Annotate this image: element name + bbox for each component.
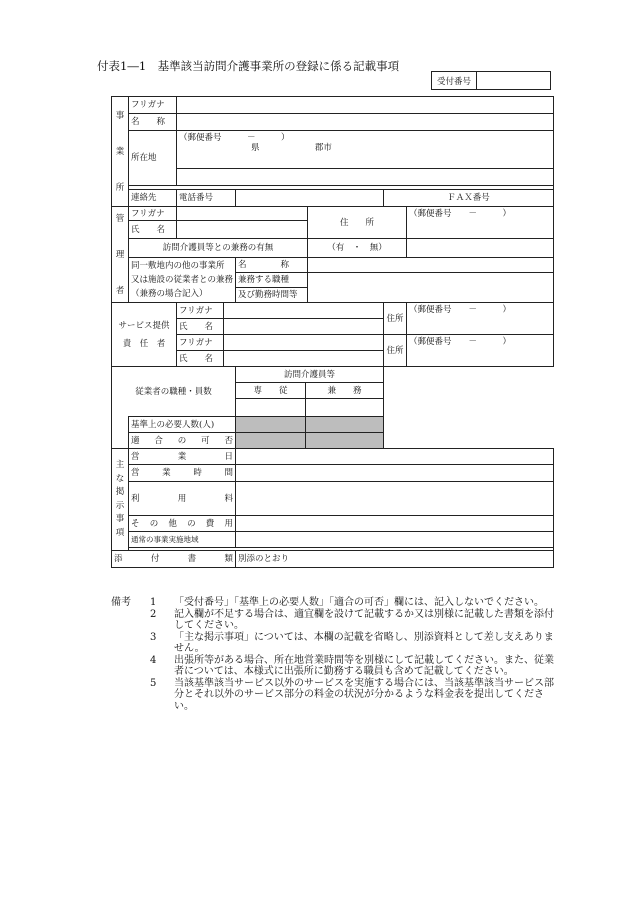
service-name-field-2[interactable] [224,351,384,367]
kanrisha-shokushu-label-1: 兼務する職種 [236,273,308,288]
staff-required-label: 基準上の必要人数(人) [129,417,236,433]
attachment-label: 添 付 書 類 [112,551,236,568]
staff-blank [384,367,554,449]
receipt-number-box [431,71,551,90]
staff-required-fulltime [236,417,306,433]
jigyosho-address-line2[interactable] [177,169,554,186]
staff-propriety-label: 適合の可否 [129,433,236,449]
kanrisha-meisho-label: 名 称 [236,258,308,273]
note-item: 3 「主な掲示事項」については、本欄の記載を省略し、別添資料として差し支えありません。 [150,631,554,654]
kanrisha-shokushu-field[interactable] [308,273,554,303]
posting-area-label: 通常の事業実施地域 [129,532,236,548]
kanrisha-address-field[interactable] [407,207,554,239]
posting-hours-label: 営業時間 [129,465,236,482]
service-furigana-field-1[interactable] [224,303,384,319]
jigyosho-phone-label: 電話番号 [177,190,236,207]
kanrisha-address-label: 住 所 [308,207,407,239]
jigyosho-furigana-label: フリガナ [129,97,177,114]
jigyosho-postal: （郵便番号 － ） [179,133,290,143]
jigyosho-side-label: 事 業 所 [112,97,129,207]
jigyosho-fax-label: ＦＡＸ番号 [384,190,554,207]
kanrisha-meisho-field[interactable] [308,258,554,273]
staff-fulltime-field[interactable] [236,399,306,417]
kanrisha-postal: （郵便番号 － ） [409,209,512,219]
note-item: 5 当該基準該当サービス以外のサービスを実施する場合には、当該基準該当サービス部分とそれ以外のサービス部分の料金の状況が分かるような料金表を提出してください。 [150,677,554,712]
service-postal-2: （郵便番号 － ） [409,337,512,347]
posting-other-fee-label: その他の費用 [129,516,236,532]
kanrisha-concurrent-value[interactable]: （有 ・ 無） [308,239,407,258]
posting-fee-label: 利 用 料 [129,482,236,516]
staff-label: 従業者の職種・員数 [112,367,236,417]
posting-days-field[interactable] [236,449,554,465]
receipt-number-field[interactable] [477,72,551,90]
kanrisha-side-label: 管 理 者 [112,207,129,303]
kanrisha-concurrent-label: 訪問介護員等との兼務の有無 [129,239,308,258]
notes-label: 備考 [111,597,131,608]
jigyosho-phone-field[interactable] [236,190,384,207]
staff-propriety-concurrent [306,433,384,449]
staff-header: 訪問介護員等 [236,367,384,383]
posting-fee-field[interactable] [236,482,554,516]
staff-propriety-fulltime [236,433,306,449]
service-name-label-2: 氏 名 [177,351,224,367]
service-furigana-label-2: フリガナ [177,335,224,351]
service-furigana-label-1: フリガナ [177,303,224,319]
kanrisha-furigana-label: フリガナ [129,207,177,221]
posting-days-label: 営 業 日 [129,449,236,465]
staff-concurrent-label: 兼 務 [306,383,384,399]
service-address-field-2[interactable] [407,335,554,367]
jigyosho-name-label: 名 称 [129,114,177,131]
kanrisha-name-label: 氏 名 [129,221,177,239]
posting-side-label: 主 な 掲 示 事 項 [112,449,129,551]
service-name-field-1[interactable] [224,319,384,335]
page-title: 付表1―1 基準該当訪問介護事業所の登録に係る記載事項 [97,59,400,73]
service-address-field-1[interactable] [407,303,554,335]
posting-other-fee-field[interactable] [236,516,554,532]
note-item: 備考 1 「受付番号」「基準上の必要人数」「適合の可否」欄には、記入しないでください。 [111,597,544,608]
notes-section [111,597,556,712]
service-postal-1: （郵便番号 － ） [409,305,512,315]
posting-area-field[interactable] [236,532,554,548]
note-item: 4 出張所等がある場合、所在地営業時間等を別様にして記載してください。また、従業者については、本様式に出張所に勤務する職員も含めて記載してください。 [150,654,554,677]
kanrisha-name-field[interactable] [177,221,308,239]
registration-form [111,96,554,568]
staff-required-concurrent [306,417,384,433]
service-name-label-1: 氏 名 [177,319,224,335]
kanrisha-furigana-field[interactable] [177,207,308,221]
kanrisha-other-jobs-label: 同一敷地内の他の事業所 又は施設の従業者との兼務 （兼務の場合記入） [129,258,236,303]
staff-left-margin [112,417,129,433]
attachment-value: 別添のとおり [236,551,554,568]
service-address-label-1: 住所 [384,303,407,335]
service-furigana-field-2[interactable] [224,335,384,351]
posting-hours-field[interactable] [236,465,554,482]
ken-label: 県 [251,143,260,153]
staff-left-margin-2 [112,433,129,449]
service-manager-label: サービス提供 責 任 者 [112,303,177,367]
staff-fulltime-label: 専 従 [236,383,306,399]
receipt-number-label: 受付番号 [432,72,477,90]
jigyosho-address-field[interactable] [177,131,554,169]
kanrisha-shokushu-label-2: 及び勤務時間等 [236,288,308,303]
staff-concurrent-field[interactable] [306,399,384,417]
jigyosho-furigana-field[interactable] [177,97,554,114]
kanrisha-concurrent-extra [407,239,554,258]
jigyosho-address-label: 所在地 [129,131,177,186]
note-item: 2 記入欄が不足する場合は、適宜欄を設けて記載するか又は別様に記載した書類を添付してください。 [150,608,554,631]
jigyosho-contact-label: 連絡先 [129,190,177,207]
gunshi-label: 郡市 [314,143,332,153]
jigyosho-name-field[interactable] [177,114,554,131]
service-address-label-2: 住所 [384,335,407,367]
